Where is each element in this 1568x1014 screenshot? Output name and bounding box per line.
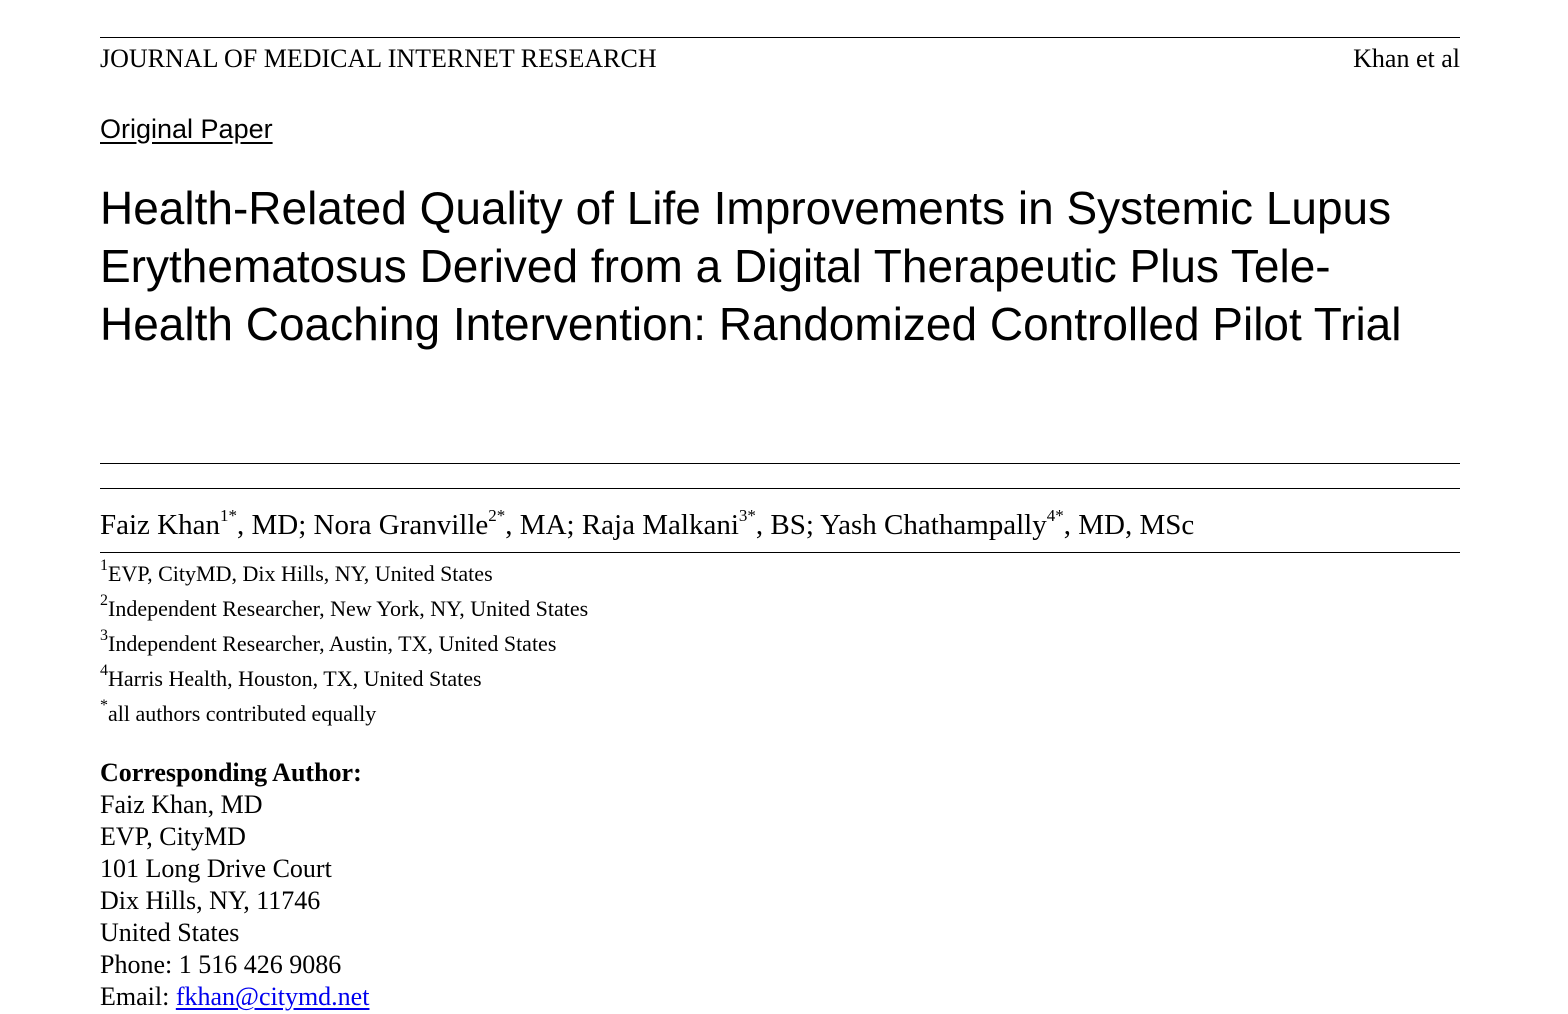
author-separator: ; xyxy=(298,509,314,541)
author-name: Yash Chathampally xyxy=(820,509,1047,541)
corresponding-author-heading: Corresponding Author: xyxy=(100,758,362,787)
corresponding-author-city: Dix Hills, NY, 11746 xyxy=(100,886,321,915)
paper-title: Health-Related Quality of Life Improvements in Systemic Lupus Erythematosus Derived from a Digital Therapeutic Plus Tele-Health Coaching Intervention: Randomized Controlled Pilot Trial xyxy=(100,182,1402,350)
affiliation-marker: 2 xyxy=(100,591,108,609)
affiliation-item xyxy=(100,556,588,591)
affiliation-text: all authors contributed equally xyxy=(108,701,377,726)
author xyxy=(313,506,582,541)
title-rule-top xyxy=(100,463,1460,464)
authors-rule xyxy=(100,552,1460,553)
affiliation-item xyxy=(100,661,588,696)
header-rule xyxy=(100,37,1460,38)
article-type: Original Paper xyxy=(100,114,273,144)
author-separator: ; xyxy=(566,509,582,541)
affiliation-text: EVP, CityMD, Dix Hills, NY, United States xyxy=(108,561,493,586)
author-affiliation-marker: 2* xyxy=(488,506,506,526)
journal-name: JOURNAL OF MEDICAL INTERNET RESEARCH xyxy=(100,44,657,73)
author-degree: , BS xyxy=(755,509,806,541)
affiliation-item xyxy=(100,696,588,731)
author-affiliation-marker: 1* xyxy=(220,506,237,526)
affiliation-marker: 1 xyxy=(100,556,108,574)
author xyxy=(100,506,314,541)
affiliation-list xyxy=(100,556,588,731)
corresponding-author-position: EVP, CityMD xyxy=(100,822,246,851)
corresponding-author-phone: Phone: 1 516 426 9086 xyxy=(100,950,342,979)
affiliation-item xyxy=(100,591,588,626)
author-degree: , MD, MSc xyxy=(1063,509,1195,541)
email-link[interactable]: fkhan@citymd.net xyxy=(175,982,370,1011)
running-head: Khan et al xyxy=(1353,44,1460,73)
author-degree: , MA xyxy=(505,509,567,541)
corresponding-author-street: 101 Long Drive Court xyxy=(100,854,332,883)
corresponding-author-name: Faiz Khan, MD xyxy=(100,790,263,819)
author-separator: ; xyxy=(805,509,821,541)
affiliation-text: Independent Researcher, New York, NY, United States xyxy=(108,596,589,621)
title-rule-bottom xyxy=(100,488,1460,489)
affiliation-text: Independent Researcher, Austin, TX, United States xyxy=(108,631,557,656)
corresponding-author-block xyxy=(100,757,369,1013)
author xyxy=(581,506,821,541)
corresponding-author-country: United States xyxy=(100,918,240,947)
author-affiliation-marker: 3* xyxy=(738,506,756,526)
affiliation-marker: * xyxy=(100,696,108,714)
author-name: Nora Granville xyxy=(313,509,489,541)
corresponding-author-email-line xyxy=(100,981,369,1013)
author-degree: , MD xyxy=(237,509,299,541)
affiliation-text: Harris Health, Houston, TX, United States xyxy=(108,666,482,691)
email-label: Email: xyxy=(100,982,176,1011)
author-name: Raja Malkani xyxy=(581,509,739,541)
affiliation-marker: 4 xyxy=(100,661,108,679)
author xyxy=(820,506,1195,541)
paper-page xyxy=(100,0,1460,1014)
author-affiliation-marker: 4* xyxy=(1046,506,1064,526)
affiliation-item xyxy=(100,626,588,661)
affiliation-marker: 3 xyxy=(100,626,108,644)
author-list xyxy=(100,505,1194,545)
author-name: Faiz Khan xyxy=(100,509,220,541)
